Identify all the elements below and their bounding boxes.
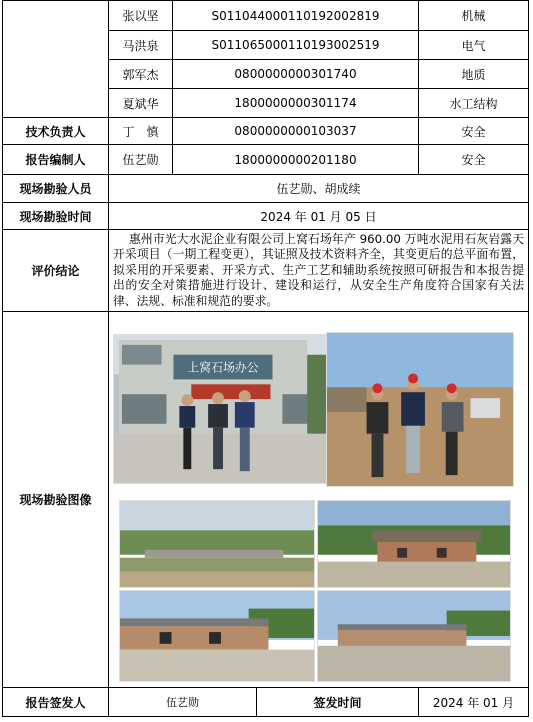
survey-staff-label: 现场勘验人员 [3, 175, 109, 203]
member-name: 张以坚 [109, 1, 173, 31]
date-value: 2024 年 01 月 [419, 688, 529, 717]
member-major: 电气 [419, 31, 529, 60]
date-label: 签发时间 [257, 688, 419, 717]
compiler-label: 报告编制人 [3, 145, 109, 175]
site-workers-photo [326, 332, 514, 487]
field-wall-photo [119, 500, 315, 588]
report-table-page [2, 0, 528, 716]
compiler-row [3, 145, 529, 175]
photos-cell [109, 312, 529, 688]
tech-lead-label: 技术负责人 [3, 118, 109, 145]
brick-building-photo [317, 500, 511, 588]
member-name: 夏斌华 [109, 89, 173, 118]
tech-lead-major: 安全 [419, 118, 529, 145]
tech-lead-name: 丁 慎 [109, 118, 173, 145]
member-major: 水工结构 [419, 89, 529, 118]
photo-grid [109, 314, 523, 686]
signer-label: 报告签发人 [3, 688, 109, 717]
tech-lead-cert: 0800000000103037 [173, 118, 419, 145]
member-name: 马洪泉 [109, 31, 173, 60]
long-shed-photo [119, 590, 315, 682]
member-cert: 1800000000301174 [173, 89, 419, 118]
member-cert: S011065000110193002519 [173, 31, 419, 60]
compiler-cert: 1800000000201180 [173, 145, 419, 175]
member-major: 地质 [419, 60, 529, 89]
photos-label: 现场勘验图像 [3, 312, 109, 688]
office-sign-text: 上窝石场办公 [187, 360, 259, 375]
compiler-name: 伍艺勋 [109, 145, 173, 175]
survey-time-value: 2024 年 01 月 05 日 [109, 203, 529, 230]
survey-time-label: 现场勘验时间 [3, 203, 109, 230]
member-name: 郭军杰 [109, 60, 173, 89]
member-cert: 0800000000301740 [173, 60, 419, 89]
member-major: 机械 [419, 1, 529, 31]
members-label-cell [3, 1, 109, 118]
compiler-major: 安全 [419, 145, 529, 175]
tech-lead-row [3, 118, 529, 145]
survey-staff-value: 伍艺勋、胡成续 [109, 175, 529, 203]
office-building-photo [113, 334, 328, 484]
report-table [2, 0, 529, 717]
survey-time-row [3, 203, 529, 230]
evaluation-label: 评价结论 [3, 230, 109, 312]
signer-value: 伍艺勋 [109, 688, 257, 717]
member-row [3, 1, 529, 31]
evaluation-row [3, 230, 529, 312]
member-cert: S011044000110192002819 [173, 1, 419, 31]
evaluation-text: 惠州市光大水泥企业有限公司上窝石场年产 960.00 万吨水泥用石灰岩露天开采项目（一期工程变更），其证照及技术资料齐全，其变更后的总平面布置，拟采用的开采要素、开采方式、生产工艺和辅助系统按照可研报告和本报告提出的安全对策措施进行设计、建设和运行，从安全生产角度符合国家有关法律、法规、标准和规范的要求。 [109, 230, 529, 312]
footer-row [3, 688, 529, 717]
survey-staff-row [3, 175, 529, 203]
photos-row [3, 312, 529, 688]
road-building-photo [317, 590, 511, 682]
